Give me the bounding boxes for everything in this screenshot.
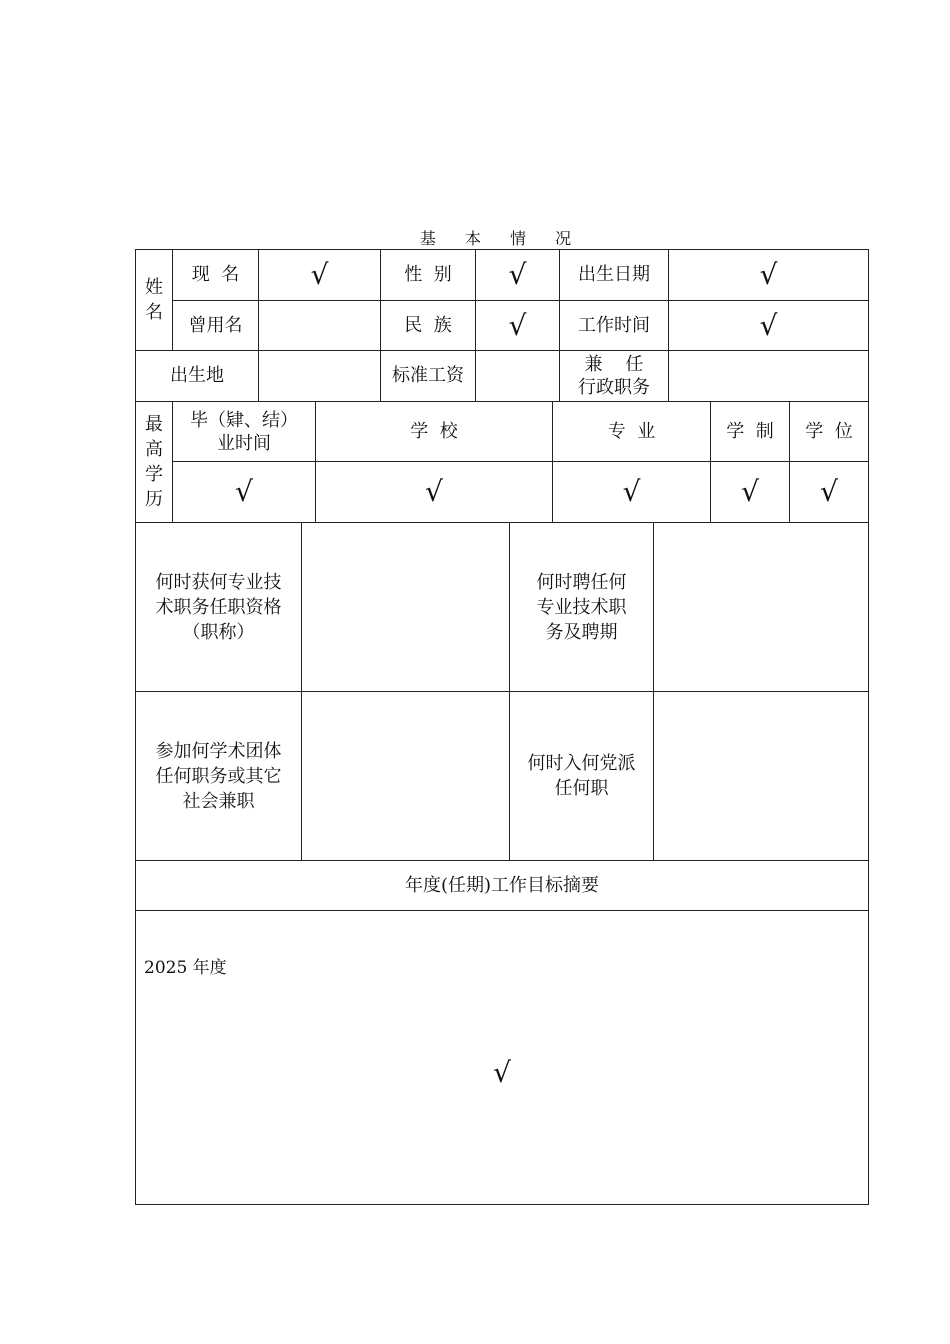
birthplace-label: 出生地 — [136, 351, 259, 402]
goals-year-label: 2025 年度 — [144, 958, 227, 978]
gender-field[interactable]: √ — [476, 250, 560, 301]
qualification-label: 何时获何专业技 术职务任职资格 （职称） — [136, 523, 302, 692]
basic-info-table — [135, 249, 869, 1205]
party-label: 何时入何党派 任何职 — [510, 692, 654, 861]
school-label: 学 校 — [316, 402, 553, 462]
appointment-field[interactable] — [654, 523, 868, 692]
societies-label: 参加何学术团体 任何职务或其它 社会兼职 — [136, 692, 302, 861]
name-group-label: 姓 名 — [136, 250, 173, 351]
ethnicity-field[interactable]: √ — [476, 301, 560, 351]
standard-salary-label: 标准工资 — [381, 351, 476, 402]
current-name-label: 现 名 — [173, 250, 259, 301]
goals-header: 年度(任期)工作目标摘要 — [136, 861, 868, 911]
goals-area[interactable] — [136, 911, 868, 1204]
graduation-field[interactable]: √ — [173, 462, 316, 523]
section-title: 基 本 情 况 — [419, 229, 584, 248]
former-name-label: 曾用名 — [173, 301, 259, 351]
birth-date-field[interactable]: √ — [669, 250, 868, 301]
appointment-label: 何时聘任何 专业技术职 务及聘期 — [510, 523, 654, 692]
qualification-field[interactable] — [302, 523, 510, 692]
ethnicity-label: 民 族 — [381, 301, 476, 351]
education-group-label: 最 高 学 历 — [136, 402, 173, 523]
concurrent-post-field[interactable] — [669, 351, 868, 402]
degree-label: 学 位 — [790, 402, 868, 462]
party-field[interactable] — [654, 692, 868, 861]
concurrent-post-label: 兼 任 行政职务 — [560, 351, 669, 402]
major-field[interactable]: √ — [553, 462, 711, 523]
duration-field[interactable]: √ — [711, 462, 790, 523]
degree-field[interactable]: √ — [790, 462, 868, 523]
goals-value: √ — [493, 1056, 511, 1089]
school-field[interactable]: √ — [316, 462, 553, 523]
gender-label: 性 别 — [381, 250, 476, 301]
work-start-field[interactable]: √ — [669, 301, 868, 351]
work-start-label: 工作时间 — [560, 301, 669, 351]
current-name-field[interactable]: √ — [259, 250, 381, 301]
former-name-field[interactable] — [259, 301, 381, 351]
graduation-label: 毕（肄、结） 业时间 — [173, 402, 316, 462]
standard-salary-field[interactable] — [476, 351, 560, 402]
birth-date-label: 出生日期 — [560, 250, 669, 301]
duration-label: 学 制 — [711, 402, 790, 462]
birthplace-field[interactable] — [259, 351, 381, 402]
societies-field[interactable] — [302, 692, 510, 861]
major-label: 专 业 — [553, 402, 711, 462]
